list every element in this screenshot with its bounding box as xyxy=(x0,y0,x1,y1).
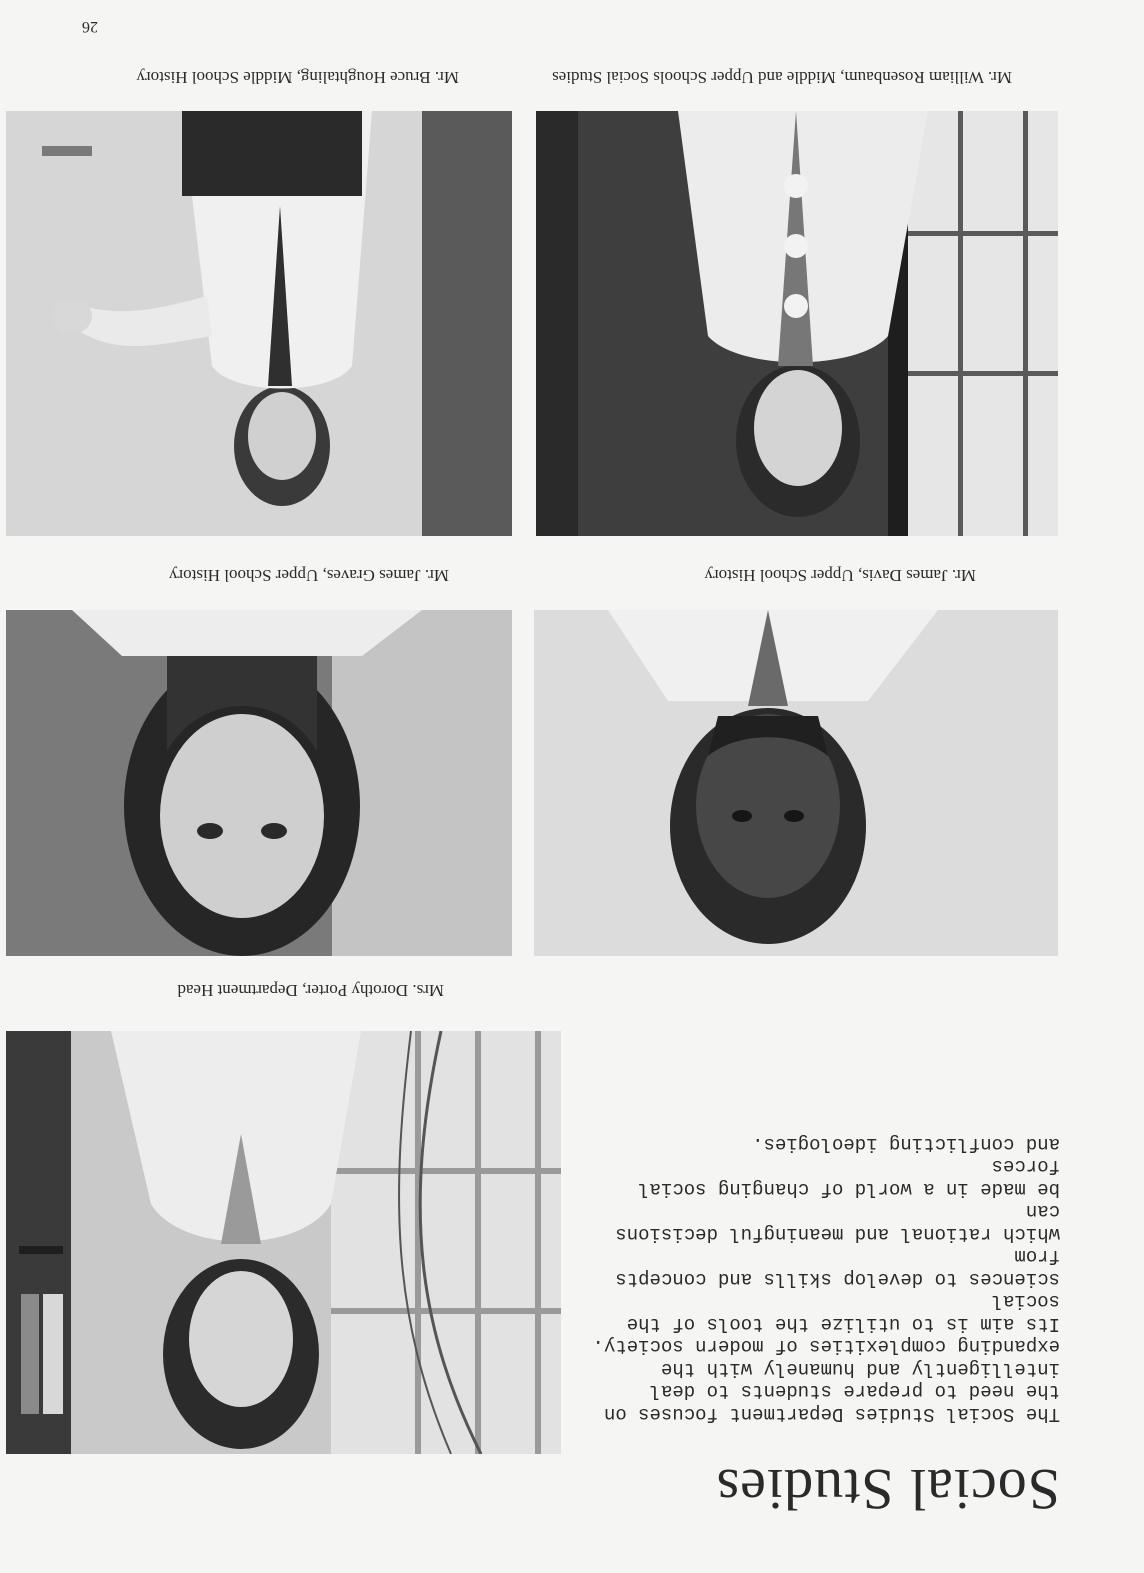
caption-houghtaling: Mr. Bruce Houghtaling, Middle School History xyxy=(136,68,459,87)
intro-line: Its aim is to utilize the tools of the social xyxy=(626,1290,1060,1335)
intro-line: sciences to develop skills and concepts from xyxy=(615,1245,1060,1290)
caption-rosenbaum: Mr. William Rosenbaum, Middle and Upper Schools Social Studies xyxy=(552,68,1012,87)
intro-line: expanding complexities of modern society. xyxy=(592,1335,1060,1358)
portrait-photo-graves xyxy=(6,610,512,956)
page-number: 26 xyxy=(82,18,98,35)
intro-line: The Social Studies Department focuses on xyxy=(603,1403,1060,1425)
portrait-photo-porter xyxy=(6,1031,561,1454)
intro-line: which rational and meaningful decisions can xyxy=(615,1200,1060,1245)
caption-graves: Mr. James Graves, Upper School History xyxy=(169,566,449,585)
portrait-photo-davis xyxy=(534,610,1058,956)
caption-davis: Mr. James Davis, Upper School History xyxy=(704,566,976,585)
section-title: Social Studies xyxy=(715,1457,1060,1522)
portrait-photo-houghtaling xyxy=(6,111,512,536)
intro-line: and conflicting ideologies. xyxy=(752,1133,1060,1155)
intro-line: intelligently and humanely with the xyxy=(660,1358,1060,1380)
intro-line: be made in a world of changing social forces xyxy=(638,1155,1060,1200)
intro-paragraph xyxy=(580,1133,1060,1426)
intro-line: the need to prepare students to deal xyxy=(649,1380,1060,1403)
portrait-photo-rosenbaum xyxy=(536,111,1058,536)
caption-porter: Mrs. Dorothy Porter, Department Head xyxy=(177,981,444,1000)
